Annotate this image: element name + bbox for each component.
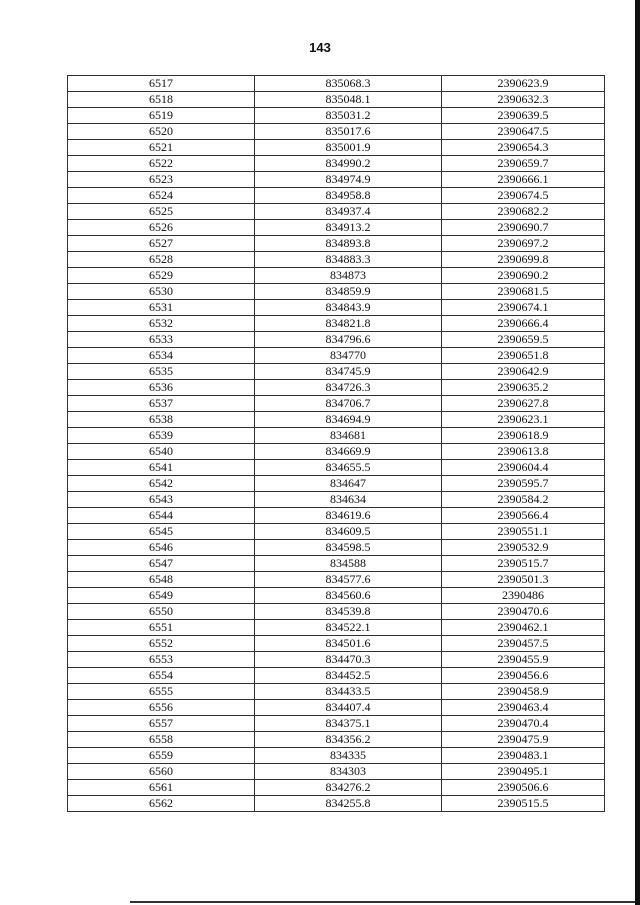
table-row — [68, 188, 605, 204]
point-number-cell: 6544 — [68, 508, 255, 524]
x-coordinate-cell: 835068.3 — [255, 76, 442, 92]
x-coordinate-cell: 835017.6 — [255, 124, 442, 140]
y-coordinate-cell: 2390627.8 — [442, 396, 605, 412]
point-number-cell: 6549 — [68, 588, 255, 604]
y-coordinate-cell: 2390566.4 — [442, 508, 605, 524]
y-coordinate-cell: 2390697.2 — [442, 236, 605, 252]
point-number-cell: 6539 — [68, 428, 255, 444]
point-number-cell: 6541 — [68, 460, 255, 476]
x-coordinate-cell: 834770 — [255, 348, 442, 364]
point-number-cell: 6546 — [68, 540, 255, 556]
x-coordinate-cell: 834356.2 — [255, 732, 442, 748]
table-row — [68, 780, 605, 796]
table-row — [68, 668, 605, 684]
table-row — [68, 92, 605, 108]
point-number-cell: 6562 — [68, 796, 255, 812]
x-coordinate-cell: 834859.9 — [255, 284, 442, 300]
y-coordinate-cell: 2390674.1 — [442, 300, 605, 316]
table-row — [68, 444, 605, 460]
point-number-cell: 6553 — [68, 652, 255, 668]
y-coordinate-cell: 2390690.7 — [442, 220, 605, 236]
table-row — [68, 108, 605, 124]
table-row — [68, 284, 605, 300]
table-row — [68, 764, 605, 780]
point-number-cell: 6536 — [68, 380, 255, 396]
x-coordinate-cell: 834883.3 — [255, 252, 442, 268]
y-coordinate-cell: 2390458.9 — [442, 684, 605, 700]
y-coordinate-cell: 2390515.5 — [442, 796, 605, 812]
y-coordinate-cell: 2390623.1 — [442, 412, 605, 428]
y-coordinate-cell: 2390623.9 — [442, 76, 605, 92]
point-number-cell: 6558 — [68, 732, 255, 748]
y-coordinate-cell: 2390666.4 — [442, 316, 605, 332]
x-coordinate-cell: 834634 — [255, 492, 442, 508]
y-coordinate-cell: 2390457.5 — [442, 636, 605, 652]
point-number-cell: 6537 — [68, 396, 255, 412]
x-coordinate-cell: 834694.9 — [255, 412, 442, 428]
table-row — [68, 524, 605, 540]
table-row — [68, 172, 605, 188]
table-row — [68, 348, 605, 364]
point-number-cell: 6532 — [68, 316, 255, 332]
y-coordinate-cell: 2390682.2 — [442, 204, 605, 220]
y-coordinate-cell: 2390642.9 — [442, 364, 605, 380]
point-number-cell: 6517 — [68, 76, 255, 92]
point-number-cell: 6527 — [68, 236, 255, 252]
table-row — [68, 252, 605, 268]
y-coordinate-cell: 2390532.9 — [442, 540, 605, 556]
table-row — [68, 316, 605, 332]
point-number-cell: 6543 — [68, 492, 255, 508]
y-coordinate-cell: 2390632.3 — [442, 92, 605, 108]
table-row — [68, 604, 605, 620]
table-row — [68, 460, 605, 476]
y-coordinate-cell: 2390470.6 — [442, 604, 605, 620]
table-row — [68, 140, 605, 156]
table-row — [68, 364, 605, 380]
y-coordinate-cell: 2390486 — [442, 588, 605, 604]
table-row — [68, 716, 605, 732]
point-number-cell: 6519 — [68, 108, 255, 124]
point-number-cell: 6524 — [68, 188, 255, 204]
point-number-cell: 6538 — [68, 412, 255, 428]
table-row — [68, 332, 605, 348]
y-coordinate-cell: 2390659.7 — [442, 156, 605, 172]
point-number-cell: 6530 — [68, 284, 255, 300]
x-coordinate-cell: 834937.4 — [255, 204, 442, 220]
y-coordinate-cell: 2390475.9 — [442, 732, 605, 748]
x-coordinate-cell: 834745.9 — [255, 364, 442, 380]
point-number-cell: 6551 — [68, 620, 255, 636]
x-coordinate-cell: 834303 — [255, 764, 442, 780]
point-number-cell: 6560 — [68, 764, 255, 780]
table-row — [68, 492, 605, 508]
coordinates-table — [67, 75, 605, 812]
table-row — [68, 76, 605, 92]
y-coordinate-cell: 2390551.1 — [442, 524, 605, 540]
point-number-cell: 6557 — [68, 716, 255, 732]
y-coordinate-cell: 2390584.2 — [442, 492, 605, 508]
x-coordinate-cell: 834539.8 — [255, 604, 442, 620]
point-number-cell: 6545 — [68, 524, 255, 540]
x-coordinate-cell: 834726.3 — [255, 380, 442, 396]
scan-edge-right — [635, 0, 640, 905]
x-coordinate-cell: 834375.1 — [255, 716, 442, 732]
x-coordinate-cell: 834276.2 — [255, 780, 442, 796]
y-coordinate-cell: 2390463.4 — [442, 700, 605, 716]
y-coordinate-cell: 2390618.9 — [442, 428, 605, 444]
x-coordinate-cell: 834588 — [255, 556, 442, 572]
x-coordinate-cell: 834255.8 — [255, 796, 442, 812]
table-row — [68, 508, 605, 524]
y-coordinate-cell: 2390681.5 — [442, 284, 605, 300]
y-coordinate-cell: 2390647.5 — [442, 124, 605, 140]
x-coordinate-cell: 834843.9 — [255, 300, 442, 316]
x-coordinate-cell: 834647 — [255, 476, 442, 492]
y-coordinate-cell: 2390483.1 — [442, 748, 605, 764]
y-coordinate-cell: 2390595.7 — [442, 476, 605, 492]
point-number-cell: 6518 — [68, 92, 255, 108]
table-row — [68, 428, 605, 444]
y-coordinate-cell: 2390674.5 — [442, 188, 605, 204]
table-row — [68, 124, 605, 140]
x-coordinate-cell: 835001.9 — [255, 140, 442, 156]
x-coordinate-cell: 834501.6 — [255, 636, 442, 652]
point-number-cell: 6555 — [68, 684, 255, 700]
table-row — [68, 540, 605, 556]
point-number-cell: 6550 — [68, 604, 255, 620]
x-coordinate-cell: 834990.2 — [255, 156, 442, 172]
x-coordinate-cell: 834407.4 — [255, 700, 442, 716]
table-row — [68, 268, 605, 284]
point-number-cell: 6529 — [68, 268, 255, 284]
table-row — [68, 684, 605, 700]
y-coordinate-cell: 2390462.1 — [442, 620, 605, 636]
y-coordinate-cell: 2390651.8 — [442, 348, 605, 364]
point-number-cell: 6552 — [68, 636, 255, 652]
point-number-cell: 6542 — [68, 476, 255, 492]
x-coordinate-cell: 834893.8 — [255, 236, 442, 252]
page-number: 143 — [309, 40, 331, 55]
point-number-cell: 6547 — [68, 556, 255, 572]
point-number-cell: 6520 — [68, 124, 255, 140]
x-coordinate-cell: 834796.6 — [255, 332, 442, 348]
table-row — [68, 236, 605, 252]
x-coordinate-cell: 834522.1 — [255, 620, 442, 636]
table-row — [68, 636, 605, 652]
point-number-cell: 6533 — [68, 332, 255, 348]
y-coordinate-cell: 2390699.8 — [442, 252, 605, 268]
y-coordinate-cell: 2390639.5 — [442, 108, 605, 124]
point-number-cell: 6521 — [68, 140, 255, 156]
table-row — [68, 748, 605, 764]
table-row — [68, 476, 605, 492]
y-coordinate-cell: 2390515.7 — [442, 556, 605, 572]
x-coordinate-cell: 835031.2 — [255, 108, 442, 124]
point-number-cell: 6554 — [68, 668, 255, 684]
x-coordinate-cell: 834958.8 — [255, 188, 442, 204]
table-row — [68, 572, 605, 588]
table-row — [68, 796, 605, 812]
point-number-cell: 6531 — [68, 300, 255, 316]
table-row — [68, 732, 605, 748]
y-coordinate-cell: 2390690.2 — [442, 268, 605, 284]
point-number-cell: 6561 — [68, 780, 255, 796]
y-coordinate-cell: 2390635.2 — [442, 380, 605, 396]
x-coordinate-cell: 834669.9 — [255, 444, 442, 460]
y-coordinate-cell: 2390604.4 — [442, 460, 605, 476]
table-row — [68, 380, 605, 396]
table-row — [68, 300, 605, 316]
y-coordinate-cell: 2390470.4 — [442, 716, 605, 732]
y-coordinate-cell: 2390455.9 — [442, 652, 605, 668]
point-number-cell: 6528 — [68, 252, 255, 268]
y-coordinate-cell: 2390501.3 — [442, 572, 605, 588]
point-number-cell: 6556 — [68, 700, 255, 716]
x-coordinate-cell: 834913.2 — [255, 220, 442, 236]
point-number-cell: 6548 — [68, 572, 255, 588]
scan-edge-bottom — [130, 901, 635, 903]
table-row — [68, 396, 605, 412]
table-row — [68, 620, 605, 636]
y-coordinate-cell: 2390659.5 — [442, 332, 605, 348]
x-coordinate-cell: 834619.6 — [255, 508, 442, 524]
x-coordinate-cell: 834452.5 — [255, 668, 442, 684]
coordinates-table-body — [68, 76, 605, 812]
x-coordinate-cell: 834598.5 — [255, 540, 442, 556]
x-coordinate-cell: 834974.9 — [255, 172, 442, 188]
y-coordinate-cell: 2390506.6 — [442, 780, 605, 796]
table-row — [68, 652, 605, 668]
y-coordinate-cell: 2390456.6 — [442, 668, 605, 684]
x-coordinate-cell: 834873 — [255, 268, 442, 284]
point-number-cell: 6526 — [68, 220, 255, 236]
point-number-cell: 6534 — [68, 348, 255, 364]
y-coordinate-cell: 2390613.8 — [442, 444, 605, 460]
x-coordinate-cell: 834821.8 — [255, 316, 442, 332]
point-number-cell: 6522 — [68, 156, 255, 172]
point-number-cell: 6540 — [68, 444, 255, 460]
x-coordinate-cell: 834433.5 — [255, 684, 442, 700]
y-coordinate-cell: 2390654.3 — [442, 140, 605, 156]
x-coordinate-cell: 834335 — [255, 748, 442, 764]
table-row — [68, 156, 605, 172]
table-row — [68, 204, 605, 220]
x-coordinate-cell: 834681 — [255, 428, 442, 444]
x-coordinate-cell: 835048.1 — [255, 92, 442, 108]
y-coordinate-cell: 2390666.1 — [442, 172, 605, 188]
point-number-cell: 6535 — [68, 364, 255, 380]
point-number-cell: 6525 — [68, 204, 255, 220]
x-coordinate-cell: 834609.5 — [255, 524, 442, 540]
table-row — [68, 700, 605, 716]
x-coordinate-cell: 834577.6 — [255, 572, 442, 588]
y-coordinate-cell: 2390495.1 — [442, 764, 605, 780]
x-coordinate-cell: 834655.5 — [255, 460, 442, 476]
x-coordinate-cell: 834560.6 — [255, 588, 442, 604]
table-row — [68, 588, 605, 604]
x-coordinate-cell: 834470.3 — [255, 652, 442, 668]
table-row — [68, 220, 605, 236]
x-coordinate-cell: 834706.7 — [255, 396, 442, 412]
point-number-cell: 6559 — [68, 748, 255, 764]
table-row — [68, 556, 605, 572]
table-row — [68, 412, 605, 428]
point-number-cell: 6523 — [68, 172, 255, 188]
